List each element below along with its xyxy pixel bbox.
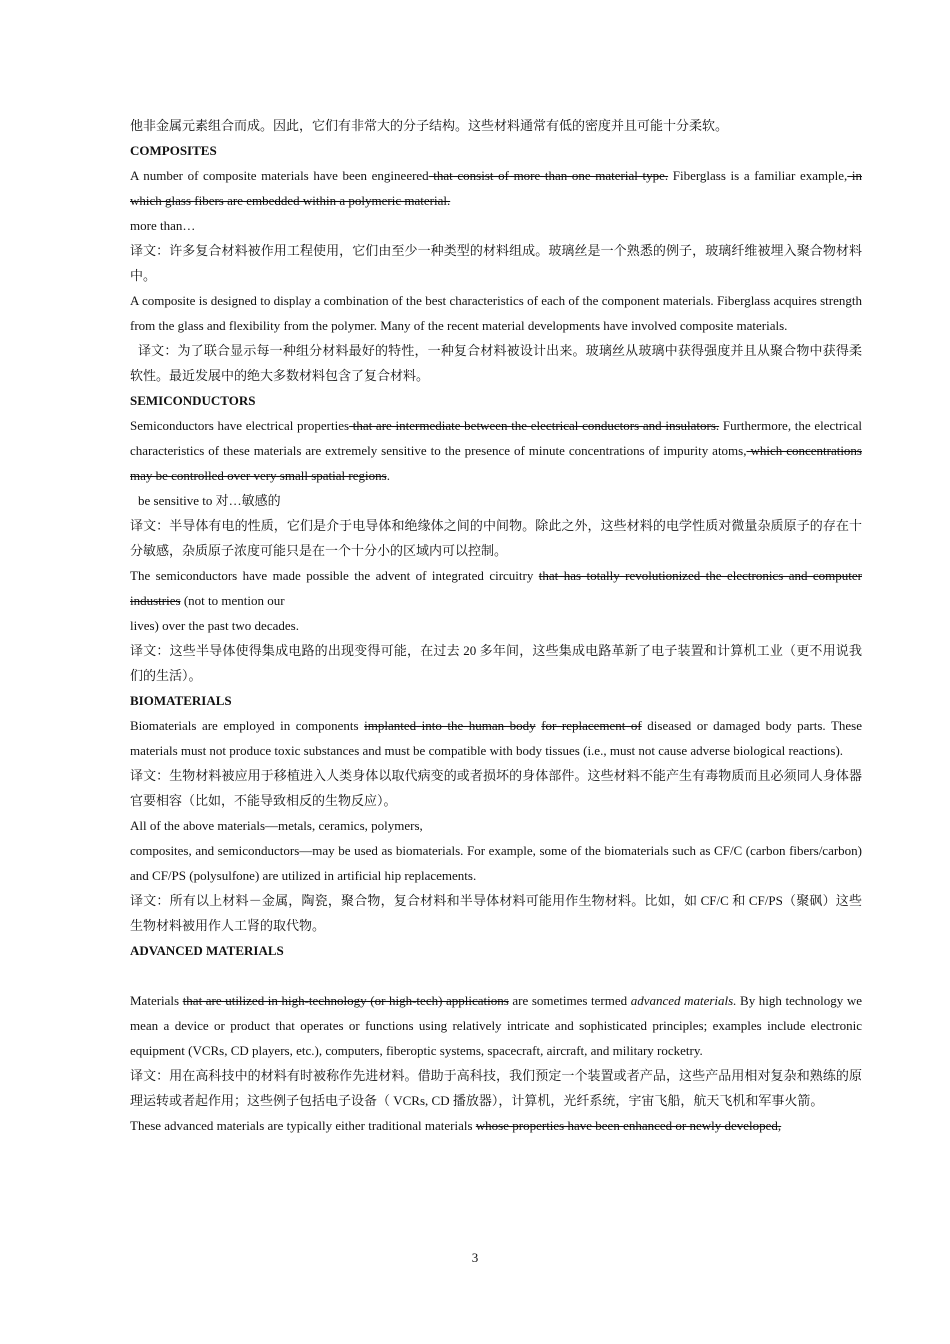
- struck-text: that has totally revolutionized the electronics and computer industries: [130, 568, 862, 608]
- italic-term: advanced materials.: [630, 993, 737, 1008]
- text-span: Furthermore, the electrical characteristics of these materials are extremely sensitive to the presence of minute concentrations of impurity atoms,: [130, 418, 862, 458]
- struck-text: implanted into the human body: [364, 718, 536, 733]
- translation: 译文：这些半导体使得集成电路的出现变得可能，在过去 20 多年间，这些集成电路革新了电子装置和计算机工业（更不用说我们的生活）。: [130, 643, 862, 683]
- paragraph: [130, 988, 862, 1063]
- struck-text: that are intermediate between the electrical conductors and insulators.: [349, 418, 720, 433]
- section-heading-advanced-materials: ADVANCED MATERIALS: [130, 943, 284, 958]
- text-span: are sometimes termed: [508, 993, 631, 1008]
- paragraph: [130, 163, 862, 213]
- translation: 译文：许多复合材料被作用工程使用，它们由至少一种类型的材料组成。玻璃丝是一个熟悉的例子，玻璃纤维被埋入聚合物材料中。: [130, 243, 862, 283]
- translation: 译文：生物材料被应用于移植进入人类身体以取代病变的或者损坏的身体部件。这些材料不能产生有毒物质而且必须同人身体器官要相容（比如，不能导致相反的生物反应）。: [130, 768, 862, 808]
- text-span: diseased or damaged body parts. These materials must not produce toxic substances and must be compatible with body tissues (i.e., must not cause adverse biological reactions).: [130, 718, 862, 758]
- text-span: Biomaterials are employed in components: [130, 718, 365, 733]
- translation: 译文：为了联合显示每一种组分材料最好的特性，一种复合材料被设计出来。玻璃丝从玻璃中获得强度并且从聚合物中获得柔软性。最近发展中的绝大多数材料包含了复合材料。: [130, 343, 862, 383]
- spacer: [130, 963, 862, 988]
- struck-text: whose properties have been enhanced or newly developed,: [475, 1118, 782, 1133]
- struck-text: for replacement of: [541, 718, 642, 733]
- text-line: lives) over the past two decades.: [130, 618, 299, 633]
- struck-text: that consist of more than one material type.: [428, 168, 669, 183]
- text-span: A number of composite materials have been engineered: [130, 168, 429, 183]
- text-span: .: [386, 468, 390, 483]
- section-heading-semiconductors: SEMICONDUCTORS: [130, 393, 256, 408]
- paragraph: [130, 713, 862, 763]
- paragraph: A composite is designed to display a combination of the best characteristics of each of the component materials. Fiberglass acquires strength from the glass and flexibility from the polymer. Many of the recent material developments have involved composite materials.: [130, 293, 862, 333]
- text-span: Materials: [130, 993, 183, 1008]
- section-heading-biomaterials: BIOMATERIALS: [130, 693, 232, 708]
- translation: 译文：半导体有电的性质，它们是介于电导体和绝缘体之间的中间物。除此之外，这些材料的电学性质对微量杂质原子的存在十分敏感，杂质原子浓度可能只是在一个十分小的区域内可以控制。: [130, 518, 862, 558]
- paragraph: composites, and semiconductors—may be used as biomaterials. For example, some of the biomaterials such as CF/C (carbon fibers/carbon) and CF/PS (polysulfone) are utilized in artificial hip replacements.: [130, 843, 862, 883]
- paragraph: [130, 413, 862, 488]
- text-span: These advanced materials are typically either traditional materials: [130, 1118, 476, 1133]
- text-span: The semiconductors have made possible the advent of integrated circuitry: [130, 568, 539, 583]
- paragraph: [130, 563, 862, 613]
- section-heading-composites: COMPOSITES: [130, 143, 217, 158]
- note-line: more than…: [130, 218, 196, 233]
- text-span: Fiberglass is a familiar example,: [668, 168, 848, 183]
- struck-text: which concentrations may be controlled over very small spatial regions: [130, 443, 862, 483]
- paragraph: [130, 1113, 862, 1138]
- text-line: All of the above materials—metals, ceramics, polymers,: [130, 818, 423, 833]
- document-body: [130, 113, 862, 1138]
- text-span: By high technology we mean a device or product that operates or functions using relatively intricate and sophisticated principles; examples include electronic equipment (VCRs, CD players, etc.), computers, fiberoptic systems, spacecraft, aircraft, and military rocketry.: [130, 993, 862, 1058]
- text-span: Semiconductors have electrical properties: [130, 418, 350, 433]
- translation: 译文：所有以上材料－金属，陶瓷，聚合物，复合材料和半导体材料可能用作生物材料。比如，如 CF/C 和 CF/PS（聚砜）这些生物材料被用作人工肾的取代物。: [130, 893, 862, 933]
- struck-text: in which glass fibers are embedded within a polymeric material.: [130, 168, 862, 208]
- page-number: 3: [471, 1250, 479, 1265]
- text-line: 他非金属元素组合而成。因此，它们有非常大的分子结构。这些材料通常有低的密度并且可能十分柔软。: [130, 118, 729, 133]
- text-span: (not to mention our: [180, 593, 285, 608]
- translation: 译文：用在高科技中的材料有时被称作先进材料。借助于高科技，我们预定一个装置或者产品，这些产品用相对复杂和熟练的原理运转或者起作用；这些例子包括电子设备（ VCRs, CD 播放器），计算机，光纤系统，宇宙飞船，航天飞机和军事火箭。: [130, 1068, 862, 1108]
- note-line: be sensitive to 对…敏感的: [138, 493, 281, 508]
- struck-text: that are utilized in high-technology (or high-tech) applications: [182, 993, 509, 1008]
